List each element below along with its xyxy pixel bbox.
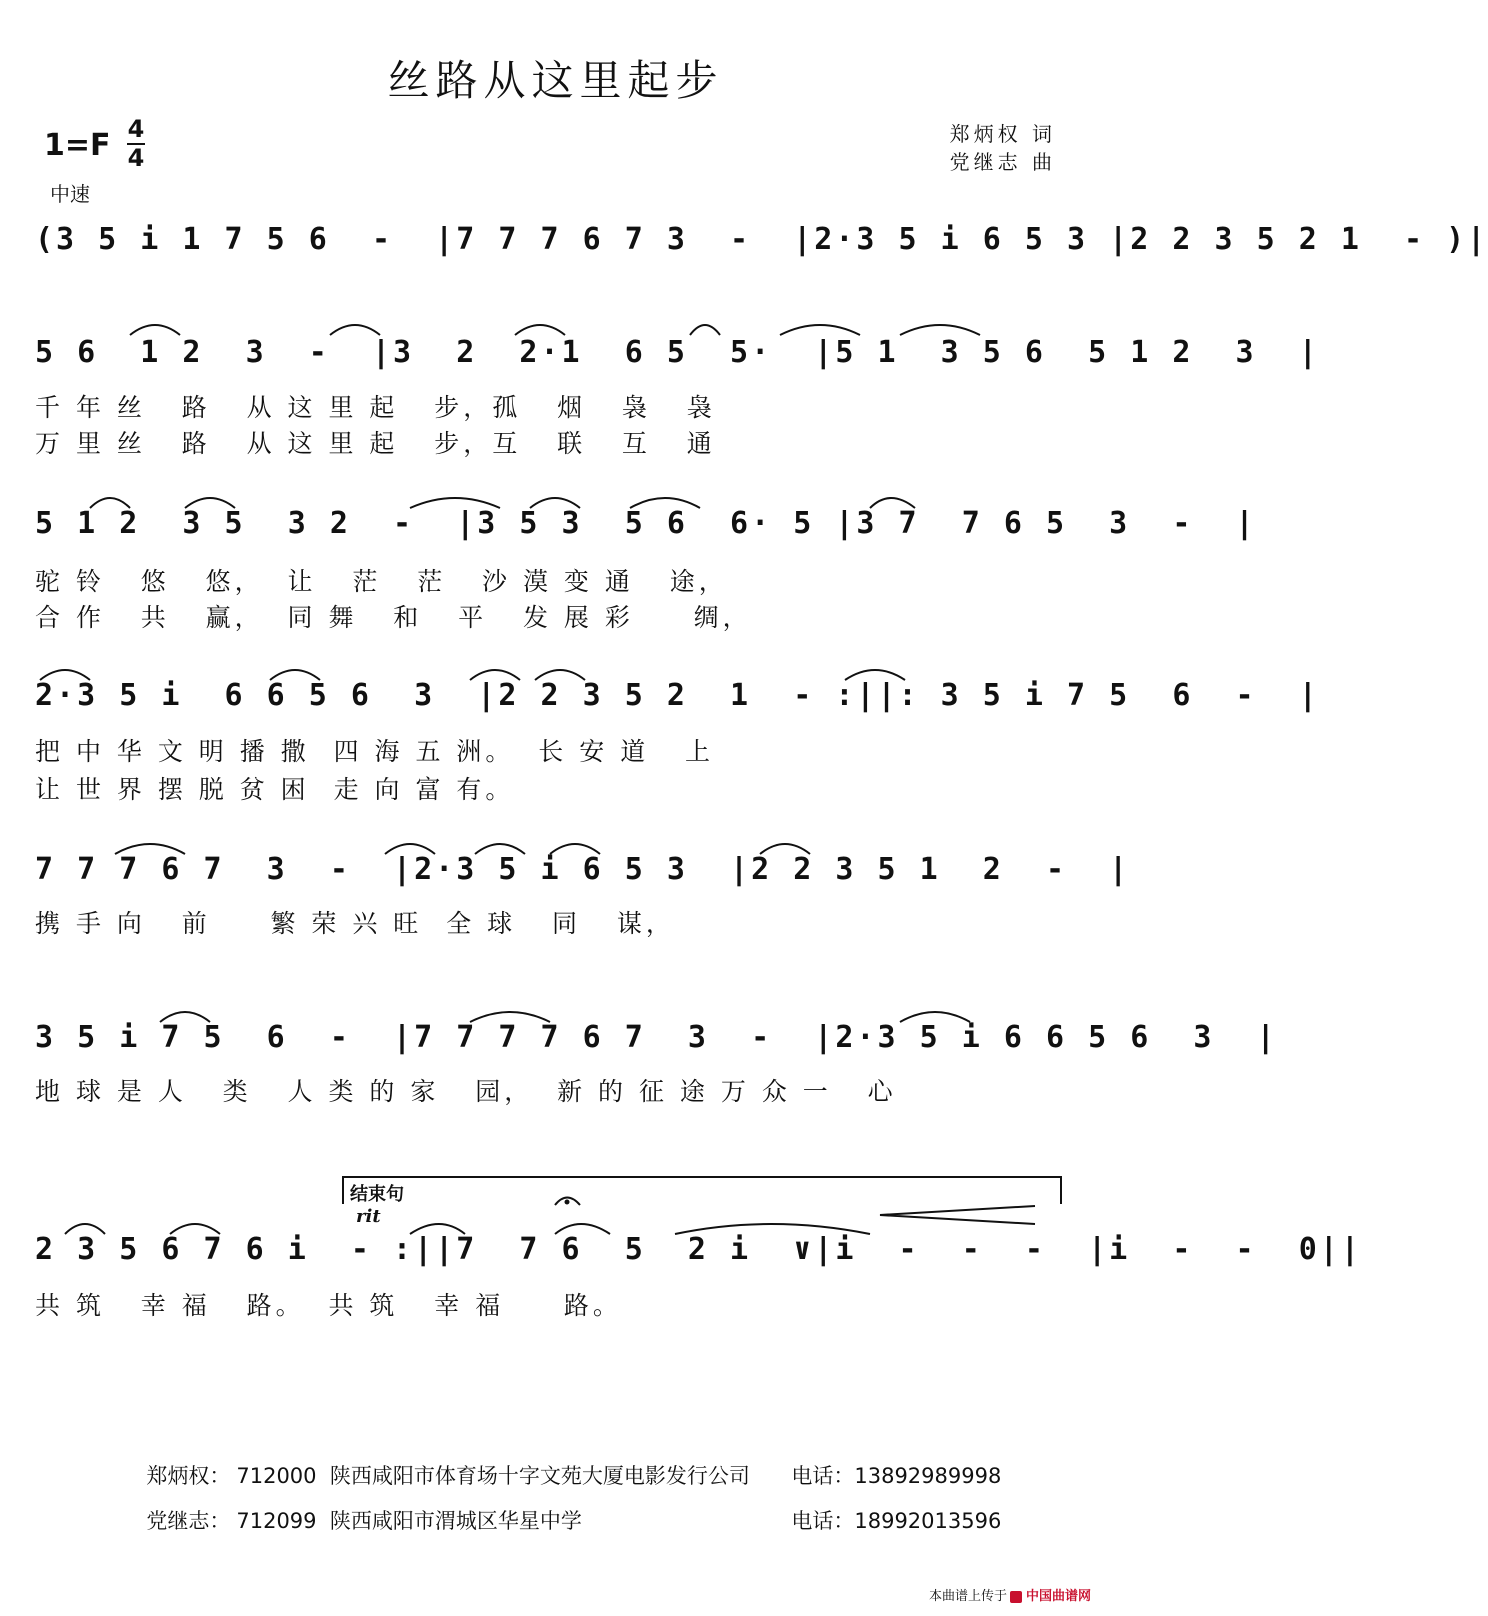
tempo-marking: 中速 xyxy=(50,182,90,206)
contact-name: 党继志： xyxy=(146,1509,231,1533)
score-title: 丝路从这里起步 xyxy=(387,56,724,105)
contact-phone: 电话：18992013596 xyxy=(791,1509,1002,1533)
lyric-line-4-verse-2: 让 世 界 摆 脱 贫 困 走 向 富 有。 xyxy=(35,775,515,804)
time-signature-bottom: 4 xyxy=(127,144,145,172)
composer-credit: 党继志 曲 xyxy=(949,150,1056,174)
notation-line-5: 7 7 7 6 7 3 - |2·3 5 i 6 5 3 |2 2 3 5 1 2 - | xyxy=(35,852,1131,887)
lyric-line-7-verse-1: 共 筑 幸 福 路。 共 筑 幸 福 路。 xyxy=(35,1291,622,1320)
lyric-line-2-verse-1: 千 年 丝 路 从 这 里 起 步，孤 烟 袅 袅 xyxy=(35,393,716,422)
site-watermark xyxy=(929,1585,1091,1604)
lyric-line-2-verse-2: 万 里 丝 路 从 这 里 起 步，互 联 互 通 xyxy=(35,429,716,458)
coda-label: 结束句 xyxy=(350,1184,404,1205)
contact-row-2 xyxy=(133,1481,1001,1535)
notation-line-6: 3 5 i 7 5 6 - |7 7 7 7 6 7 3 - |2·3 5 i 6 6 5 6 3 | xyxy=(35,1020,1278,1055)
contact-address: 712000 陕西咸阳市体育场十字文苑大厦电影发行公司 xyxy=(236,1464,750,1488)
time-signature-top: 4 xyxy=(127,115,145,143)
coda-bracket xyxy=(342,1176,1062,1204)
lyricist-credit: 郑炳权 词 xyxy=(949,122,1056,146)
lyric-line-3-verse-1: 驼 铃 悠 悠， 让 茫 茫 沙 漠 变 通 途， xyxy=(35,567,728,596)
contact-address: 712099 陕西咸阳市渭城区华星中学 xyxy=(236,1509,582,1533)
time-signature xyxy=(124,116,148,172)
notation-line-3: 5 1 2 3 5 3 2 - |3 5 3 5 6 6· 5 |3 7 7 6 5 3 - | xyxy=(35,506,1257,541)
key-signature: 1=F xyxy=(44,128,111,163)
watermark-site[interactable]: 中国曲谱网 xyxy=(1025,1589,1091,1604)
watermark-text: 本曲谱上传于 xyxy=(928,1589,1007,1604)
lyric-line-3-verse-2: 合 作 共 赢， 同 舞 和 平 发 展 彩 绸， xyxy=(35,603,752,632)
contact-name: 郑炳权： xyxy=(146,1464,231,1488)
lyric-line-4-verse-1: 把 中 华 文 明 播 撒 四 海 五 洲。 长 安 道 上 xyxy=(35,737,715,766)
lyric-line-5-verse-1: 携 手 向 前 繁 荣 兴 旺 全 球 同 谋， xyxy=(35,909,675,938)
lyric-line-6-verse-1: 地 球 是 人 类 人 类 的 家 园， 新 的 征 途 万 众 一 心 xyxy=(35,1077,897,1106)
site-logo-icon xyxy=(1010,1591,1022,1603)
contact-phone: 电话：13892989998 xyxy=(791,1464,1002,1488)
notation-line-2: 5 6 1 2 3 - |3 2 2·1 6 5 5· |5 1 3 5 6 5 1 2 3 | xyxy=(35,335,1320,370)
notation-line-4: 2·3 5 i 6 6 5 6 3 |2 2 3 5 2 1 - :||: 3 5 i 7 5 6 - | xyxy=(35,678,1320,713)
ritardando-marking: rit xyxy=(356,1206,381,1227)
notation-line-7: 2 3 5 6 7 6 i - :||7 7 6 5 2 i ∨|i - - - |i - - 0|| xyxy=(35,1232,1362,1267)
notation-line-1: (3 5 i 1 7 5 6 - |7 7 7 6 7 3 - |2·3 5 i 6 5 3 |2 2 3 5 2 1 - )| xyxy=(35,222,1488,257)
